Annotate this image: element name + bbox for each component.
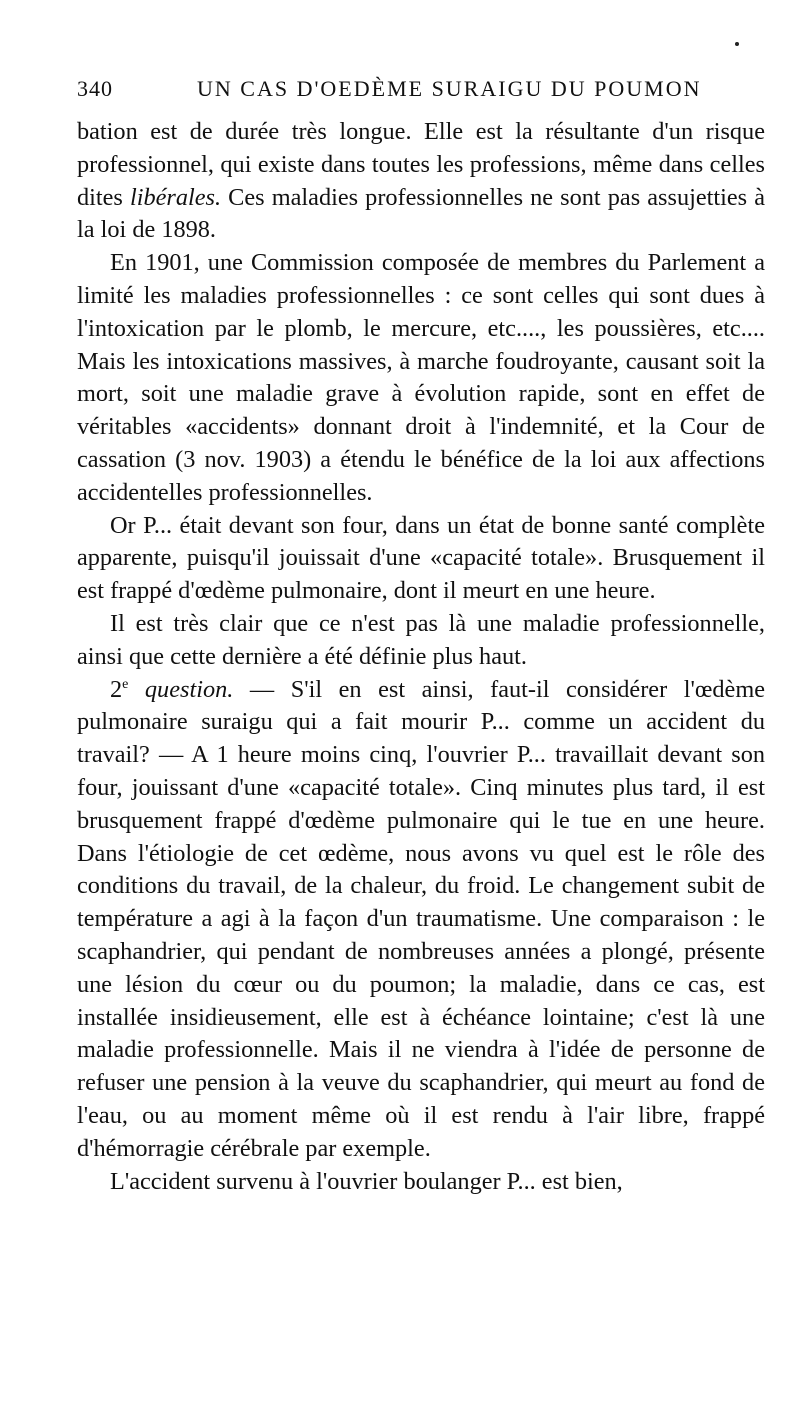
paragraph: L'accident survenu à l'ouvrier boulanger P... est bien, <box>110 1167 623 1195</box>
paragraph: Or P... était devant son four, dans un état de bonne santé complète apparente, puisqu'il jouissait d'une «capacité totale». Brusquement il est frappé d'œdème pulmonaire, dont il meurt en une heure. <box>77 511 765 605</box>
question-heading: question. <box>128 675 234 703</box>
ink-speck <box>735 42 739 46</box>
page-number: 340 <box>77 76 113 101</box>
body-text <box>77 116 765 1198</box>
paragraph-question: 2e question. — S'il en est ainsi, faut-il considérer l'œdème pulmonaire suraigu qui a fait mourir P... comme un accident du travail? — A 1 heure moins cinq, l'ouvrier P... travaillait devant son four, jouissant d'une «capacité totale». Cinq minutes plus tard, il est brusquement frappé d'œdème pulmonaire qui le tue en une heure. Dans l'étiologie de cet œdème, nous avons vu quel est le rôle des conditions du travail, de la chaleur, du froid. Le changement subit de température a agi à la façon d'un traumatisme. Une comparaison : le scaphandrier, qui pendant de nombreuses années a plongé, présente une lésion du cœur ou du poumon; la maladie, dans ce cas, est installée insidieusement, elle est à échéance lointaine; c'est là une maladie professionnelle. Mais il ne viendra à l'idée de personne de refuser une pension à la veuve du scaphandrier, qui meurt au fond de l'eau, ou au moment même où il est rendu à l'air libre, frappé d'hémorragie cérébrale par exemple. <box>77 675 766 1162</box>
running-title: UN CAS D'OEDÈME SURAIGU DU POUMON <box>197 76 702 101</box>
paragraph-continuation: bation est de durée très longue. Elle est la résultante d'un risque professionnel, qui existe dans toutes les professions, même dans celles dites libérales. Ces maladies professionnelles ne sont pas assujetties à la loi de 1898. <box>77 118 765 244</box>
paragraph: En 1901, une Commission composée de membres du Parlement a limité les maladies professionnelles : ce sont celles qui sont dues à l'intoxication par le plomb, le mercure, etc...., les poussières, etc.... Mais les intoxications massives, à marche foudroyante, causant soit la mort, soit une maladie grave à évolution rapide, sont en effet de véritables «accidents» donnant droit à l'indemnité, et la Cour de cassation (3 nov. 1903) a étendu le bénéfice de la loi aux affections accidentelles professionnelles. <box>77 249 765 506</box>
running-header <box>77 76 767 102</box>
paragraph: Il est très clair que ce n'est pas là une maladie professionnelle, ainsi que cette dernière a été définie plus haut. <box>77 609 765 670</box>
emphasis: libérales. <box>129 183 222 211</box>
